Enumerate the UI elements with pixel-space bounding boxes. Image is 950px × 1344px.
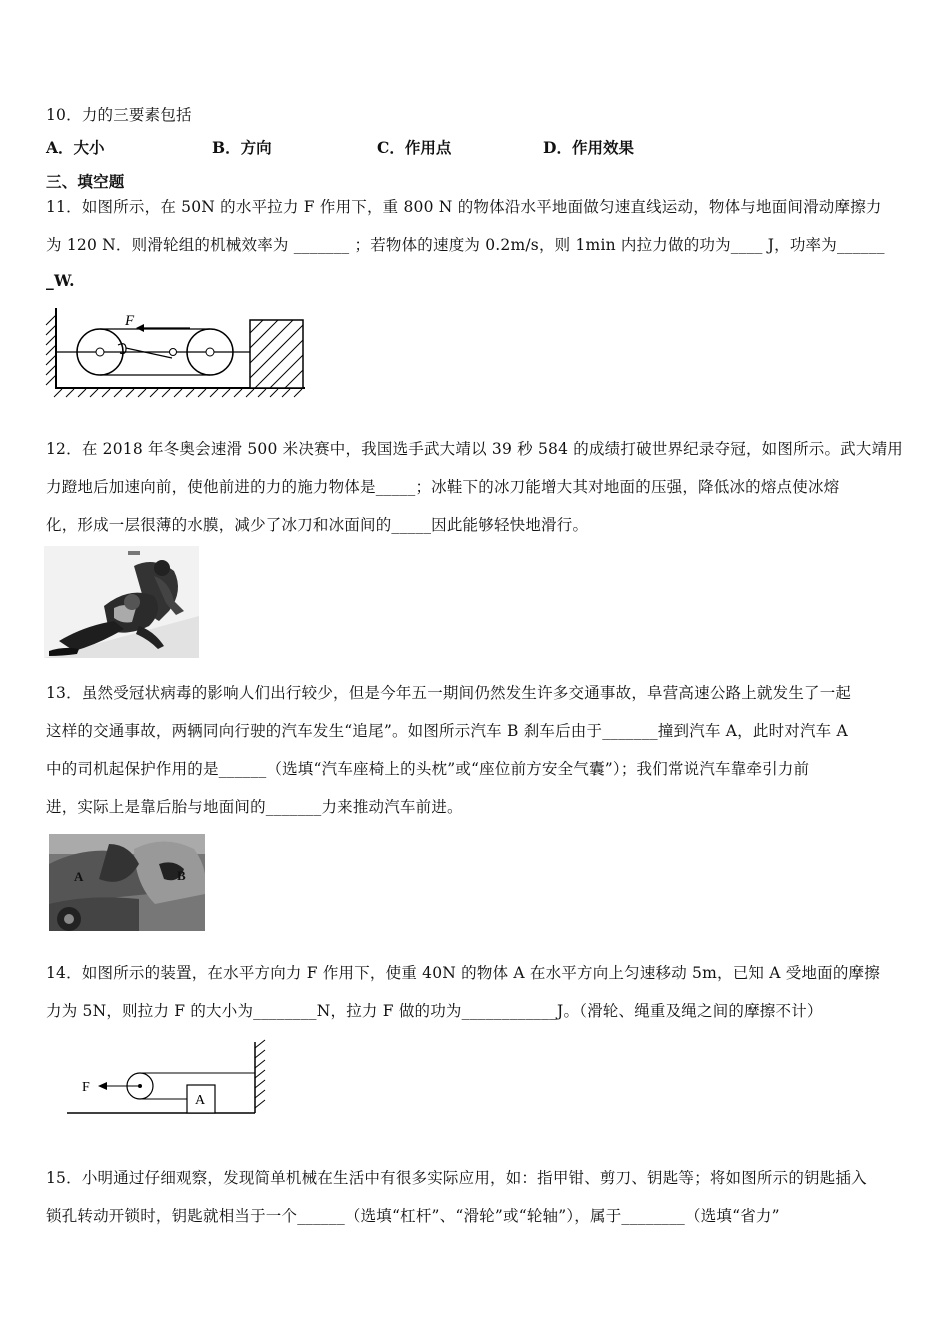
q12-line-2: 力蹬地后加速向前，使他前进的力的施力物体是_____；冰鞋下的冰刀能增大其对地面的压强，降低冰的熔点使冰熔 [46,478,840,496]
section-heading-fill-in: 三、填空题 [46,172,125,191]
q12-line-1: 12．在 2018 年冬奥会速滑 500 米决赛中，我国选手武大靖以 39 秒 584 的成绩打破世界纪录夺冠，如图所示。武大靖用 [46,440,903,458]
q13-figure-car-a-label: A [74,869,84,884]
q14-line-2: 力为 5N，则拉力 F 的大小为________N，拉力 F 做的功为____________J。（滑轮、绳重及绳之间的摩擦不计） [46,1002,823,1020]
q11-line-2: 为 120 N．则滑轮组的机械效率为 _______ ；若物体的速度为 0.2m/s，则 1min 内拉力做的功为____ J，功率为______ [46,236,885,254]
q13-car-collision-photo [49,834,205,931]
q13-line-3: 中的司机起保护作用的是______（选填“汽车座椅上的头枕”或“座位前方安全气囊”）；我们常说汽车靠牵引力前 [46,760,810,778]
q14-figure-force-label: F [82,1080,90,1095]
q12-speed-skater-photo [44,546,199,658]
q15-line-1: 15．小明通过仔细观察，发现简单机械在生活中有很多实际应用，如：指甲钳、剪刀、钥匙等；将如图所示的钥匙插入 [46,1169,867,1187]
q14-figure-block-label: A [195,1093,206,1108]
q10-stem: 10．力的三要素包括 [46,106,192,124]
q11-pulley-figure [40,303,315,403]
q12-line-3: 化，形成一层很薄的水膜，减少了冰刀和冰面间的_____因此能够轻快地滑行。 [46,516,589,534]
q13-figure-car-b-label: B [177,868,186,883]
q11-line-3: _W. [46,271,75,290]
q10-option-d: D．作用效果 [543,138,634,157]
q10-option-b: B．方向 [212,138,272,157]
q13-line-4: 进，实际上是靠后胎与地面间的_______力来推动汽车前进。 [46,798,463,816]
q13-line-2: 这样的交通事故，两辆同向行驶的汽车发生“追尾”。如图所示汽车 B 刹车后由于_______撞到汽车 A，此时对汽车 A [46,722,848,740]
q14-line-1: 14．如图所示的装置，在水平方向力 F 作用下，使重 40N 的物体 A 在水平方向上匀速移动 5m，已知 A 受地面的摩擦 [46,964,880,982]
q10-option-c: C．作用点 [377,138,452,157]
q15-line-2: 锁孔转动开锁时，钥匙就相当于一个______（选填“杠杆”、“滑轮”或“轮轴”），属于________（选填“省力” [46,1207,780,1225]
q11-figure-force-label: F [125,313,135,329]
q14-pulley-figure [62,1038,272,1124]
q11-line-1: 11．如图所示，在 50N 的水平拉力 F 作用下，重 800 N 的物体沿水平地面做匀速直线运动，物体与地面间滑动摩擦力 [46,198,882,216]
q10-option-a: A．大小 [46,138,105,157]
q13-line-1: 13．虽然受冠状病毒的影响人们出行较少，但是今年五一期间仍然发生许多交通事故，阜营高速公路上就发生了一起 [46,684,852,702]
